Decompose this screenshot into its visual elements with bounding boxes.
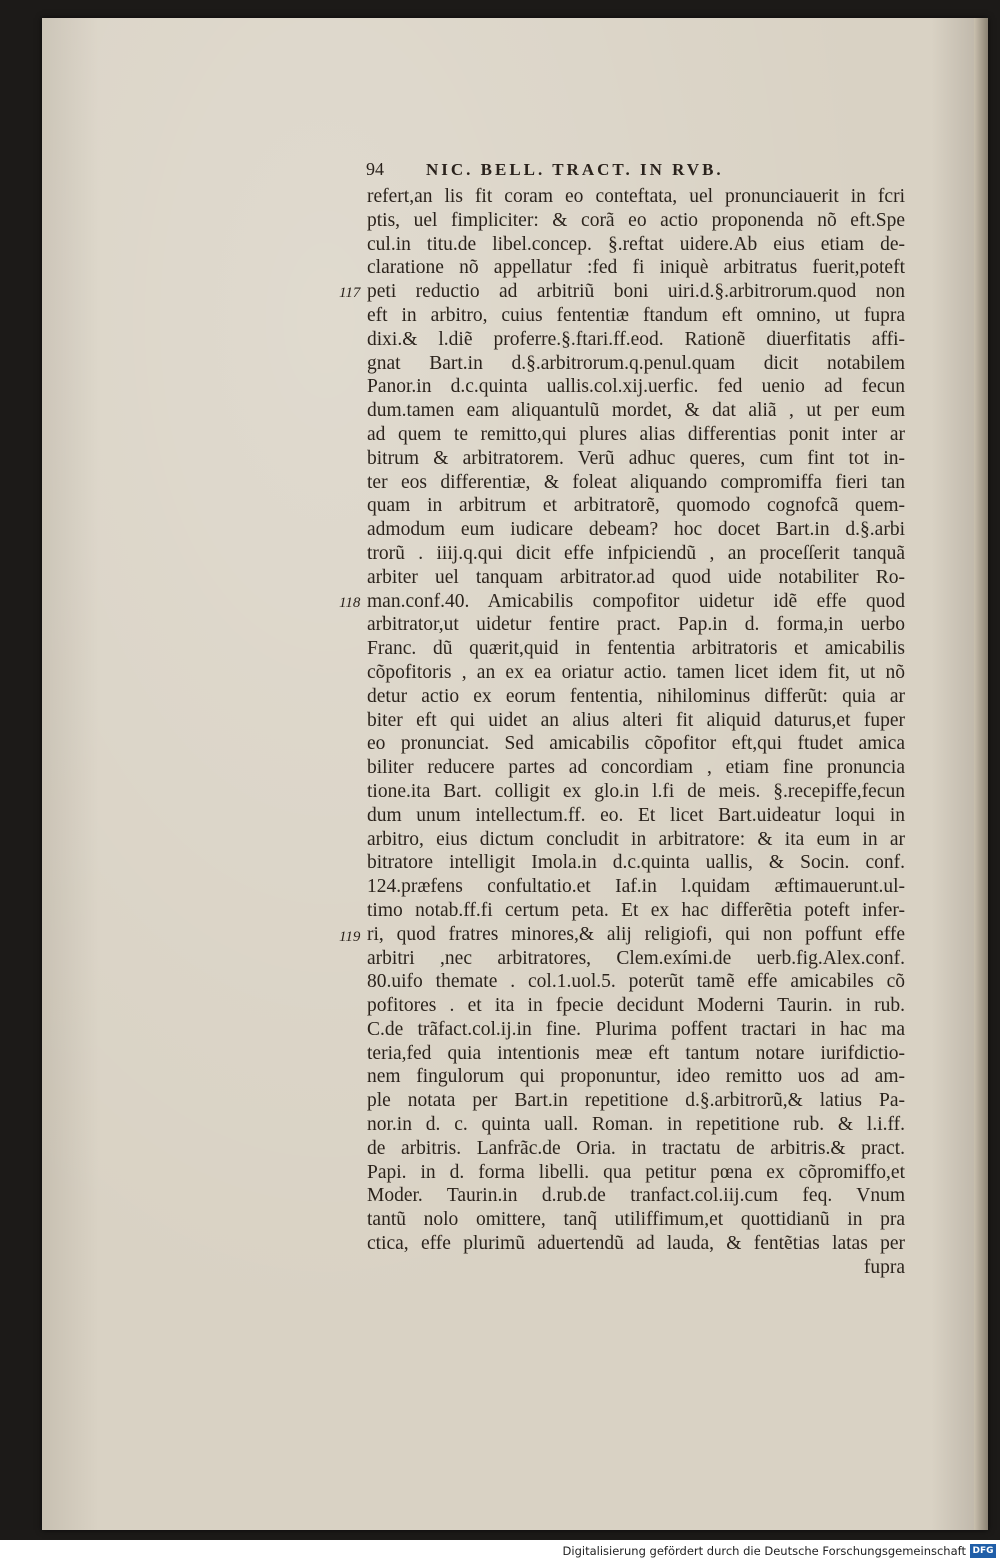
running-head xyxy=(366,159,836,180)
text-line: 124.præfens confultatio.et Iaf.in l.quidam æftimauerunt.ul- xyxy=(367,876,905,898)
running-title: NIC. BELL. TRACT. IN RVB. xyxy=(426,160,724,179)
text-line: 80.uifo themate . col.1.uol.5. poterũt tamẽ effe amicabiles cõ xyxy=(367,971,905,993)
text-line: ri, quod fratres minores,& alij religiofi, qui non poffunt effe xyxy=(367,923,905,945)
text-line: admodum eum iudicare debeam? hoc docet Bart.in d.§.arbi xyxy=(367,519,905,541)
page-edge-shadow xyxy=(974,18,988,1530)
text-line: Papi. in d. forma libelli. qua petitur pœna ex cõpromiffo,et xyxy=(367,1161,905,1183)
text-line: biter eft qui uidet an alius alteri fit aliquid daturus,et fuper xyxy=(367,709,905,731)
text-line: nor.in d. c. quinta uall. Roman. in repetitione rub. & l.i.ff. xyxy=(367,1114,905,1136)
text-line: man.conf.40. Amicabilis compofitor uidetur idẽ effe quod xyxy=(367,590,905,612)
page-number: 94 xyxy=(366,159,384,179)
marginal-number: 118 xyxy=(339,595,361,611)
text-line: C.de trãfact.col.ij.in fine. Plurima poffent tractari in hac ma xyxy=(367,1018,905,1040)
text-line: claratione nõ appellatur :fed fi iniquè arbitratus fuerit,poteft xyxy=(367,257,905,279)
text-line: dum unum intellectum.ff. eo. Et licet Bart.uideatur loqui in xyxy=(367,804,905,826)
text-line: cõpofitoris , an ex ea oriatur actio. tamen licet idem fit, ut nõ xyxy=(367,661,905,683)
text-line: teria,fed quia intentionis meæ eft tantum notare iurifdictio- xyxy=(367,1042,905,1064)
text-line: refert,an lis fit coram eo conteftata, uel pronunciauerit in fcri xyxy=(367,186,905,207)
text-line: trorũ . iiij.q.qui dicit effe infpiciendũ , an proceſſerit tanquã xyxy=(367,542,905,564)
text-line: arbitro, eius dictum concludit in arbitratore: & ita eum in ar xyxy=(367,828,905,850)
footer-bar xyxy=(0,1540,1000,1562)
marginal-number: 119 xyxy=(339,929,361,945)
text-line: nem fingulorum qui proponuntur, ideo remitto uos ad am- xyxy=(367,1066,905,1088)
text-line: arbitrator,ut uidetur fentire pract. Pap.in d. forma,in uerbo xyxy=(367,614,905,636)
body-text xyxy=(367,185,905,1280)
text-line: timo notab.ff.fi certum peta. Et ex hac differẽtia poteft infer- xyxy=(367,899,905,921)
text-line: dixi.& l.diẽ proferre.§.ftari.ff.eod. Rationẽ diuerfitatis affi- xyxy=(367,328,905,350)
text-line: Franc. dũ quærit,quid in fententia arbitratoris et amicabilis xyxy=(367,638,905,660)
text-line: Moder. Taurin.in d.rub.de tranfact.col.iij.cum feq. Vnum xyxy=(367,1185,905,1207)
text-line: pofitores . et ita in fpecie decidunt Moderni Taurin. in rub. xyxy=(367,995,905,1017)
text-line: fupra xyxy=(863,1256,905,1278)
text-line: eft in arbitro, cuius fententiæ ftandum eft omnino, ut fupra xyxy=(367,304,905,326)
text-line: quam in arbitrum et arbitratorẽ, quomodo cognofcã quem- xyxy=(367,495,905,517)
dfg-logo: DFG xyxy=(970,1544,996,1558)
text-line: ctica, effe plurimũ aduertendũ ad lauda, & fentẽtias latas per xyxy=(367,1233,905,1255)
text-line: ple notata per Bart.in repetitione d.§.arbitrorũ,& latius Pa- xyxy=(367,1090,905,1112)
text-line: bitrum & arbitratorem. Verũ adhuc queres, cum fint tot in- xyxy=(367,447,905,469)
text-line: ad quem te remitto,qui plures alias differentias ponit inter ar xyxy=(367,423,905,445)
text-line: ter eos differentiæ, & foleat aliquando compromiffa fieri tan xyxy=(367,471,905,493)
text-line: Panor.in d.c.quinta uallis.col.xij.uerfic. fed uenio ad fecun xyxy=(367,376,905,398)
text-line: tantũ nolo omittere, tanq̃ utiliffimum,et quottidianũ in pra xyxy=(367,1209,905,1231)
text-line: de arbitris. Lanfrãc.de Oria. in tractatu de arbitris.& pract. xyxy=(367,1137,905,1159)
text-line: arbiter uel tanquam arbitrator.ad quod uide notabiliter Ro- xyxy=(367,566,905,588)
text-line: detur actio ex eorum fententia, nihilominus differũt: quia ar xyxy=(367,685,905,707)
text-line: arbitri ,nec arbitratores, Clem.exími.de uerb.fig.Alex.conf. xyxy=(367,947,905,969)
text-line: peti reductio ad arbitriũ boni uiri.d.§.arbitrorum.quod non xyxy=(367,281,905,303)
text-line: cul.in titu.de libel.concep. §.reftat uidere.Ab eius etiam de- xyxy=(367,233,905,255)
text-line: ptis, uel fimpliciter: & corã eo actio proponenda nõ eft.Spe xyxy=(367,209,905,231)
text-line: gnat Bart.in d.§.arbitrorum.q.penul.quam dicit notabilem xyxy=(367,352,905,374)
text-line: bitratore intelligit Imola.in d.c.quinta uallis, & Socin. conf. xyxy=(367,852,905,874)
text-line: tione.ita Bart. colligit ex glo.in l.fi de meis. §.recepiffe,fecun xyxy=(367,780,905,802)
marginal-number: 117 xyxy=(339,285,361,301)
text-line: biliter reducere partes ad concordiam , etiam fine pronuncia xyxy=(367,757,905,779)
text-line: eo pronunciat. Sed amicabilis cõpofitor eft,qui ftudet amica xyxy=(367,733,905,755)
funding-notice: Digitalisierung gefördert durch die Deutsche Forschungsgemeinschaft xyxy=(562,1544,966,1558)
text-line: dum.tamen eam aliquantulũ mordet, & dat aliã , ut per eum xyxy=(367,400,905,422)
